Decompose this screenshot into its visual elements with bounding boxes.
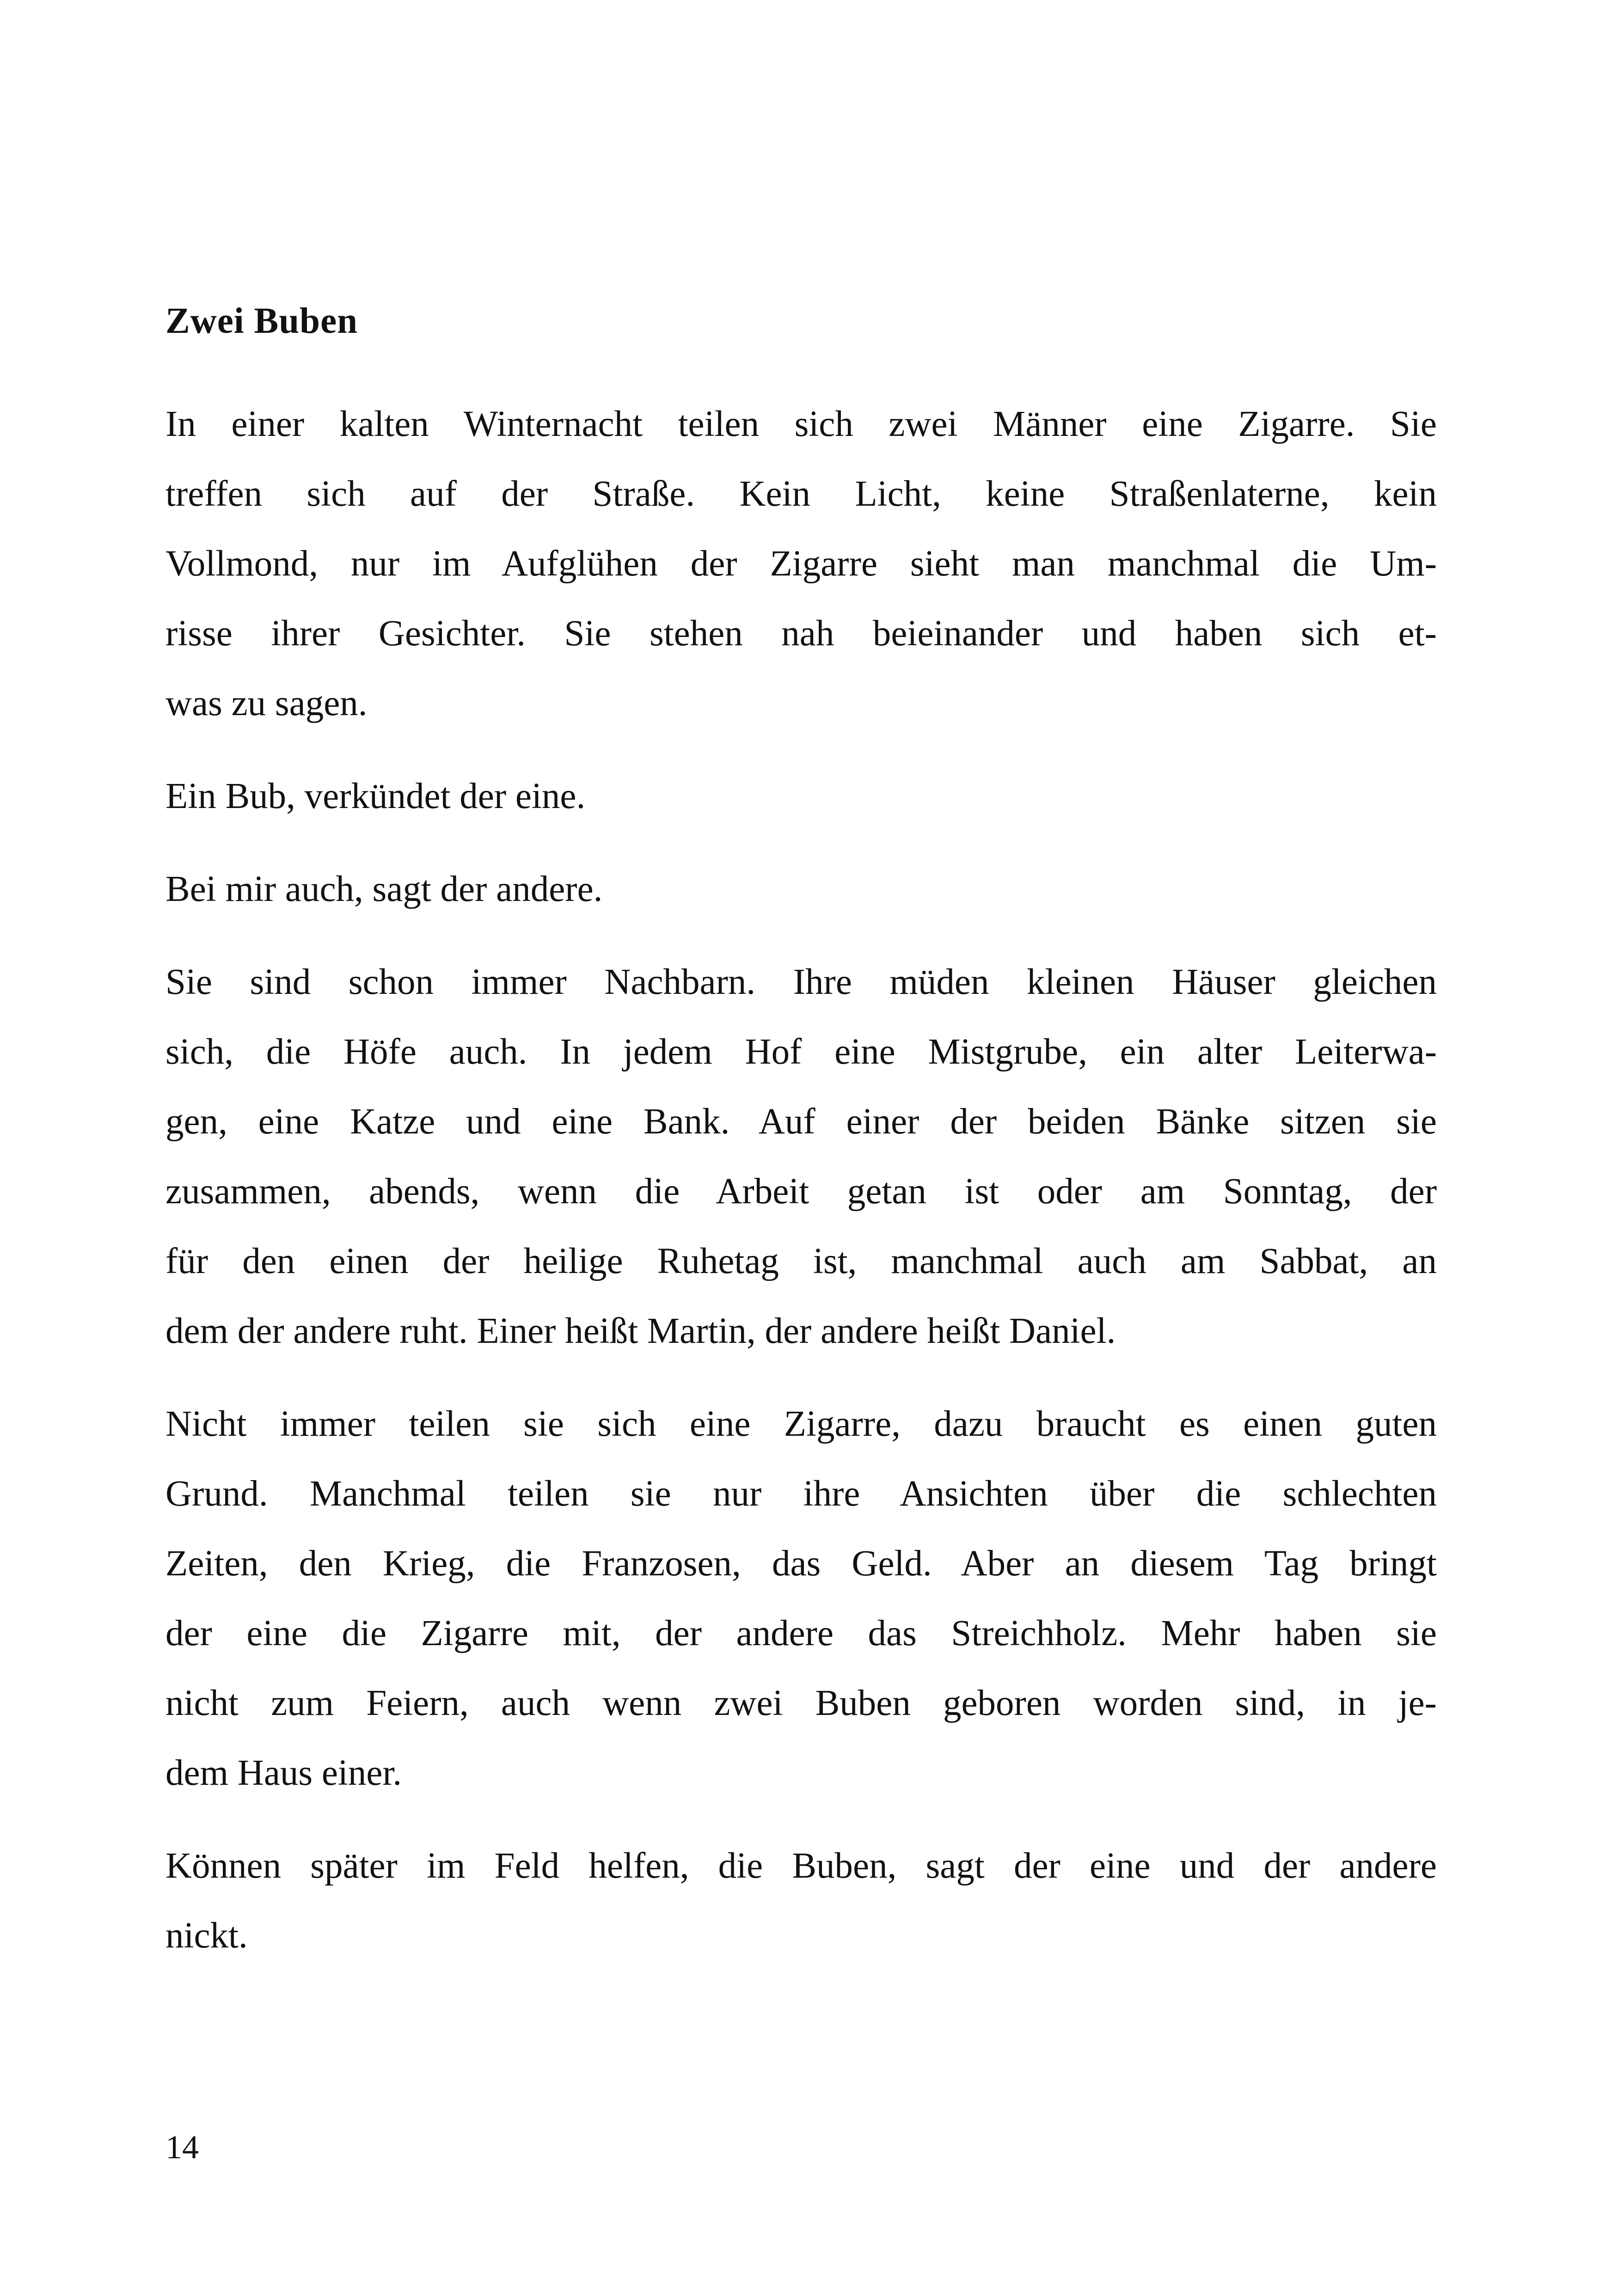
text-line: Vollmond, nur im Aufglühen der Zigarre sieht man manchmal die Um- <box>165 544 1437 584</box>
body-text <box>165 389 1437 1994</box>
text-line: In einer kalten Winternacht teilen sich zwei Männer eine Zigarre. Sie <box>165 404 1437 444</box>
text-line: Nicht immer teilen sie sich eine Zigarre, dazu braucht es einen guten <box>165 1404 1437 1444</box>
page-number: 14 <box>165 2129 199 2166</box>
paragraph <box>165 1389 1437 1808</box>
paragraph <box>165 1831 1437 1971</box>
paragraph <box>165 761 1437 831</box>
text-line: der eine die Zigarre mit, der andere das Streichholz. Mehr haben sie <box>165 1613 1437 1653</box>
text-line: treffen sich auf der Straße. Kein Licht, keine Straßenlaterne, kein <box>165 474 1437 514</box>
text-line: Ein Bub, verkündet der eine. <box>165 776 586 816</box>
paragraph <box>165 947 1437 1366</box>
paragraph <box>165 854 1437 924</box>
text-line: risse ihrer Gesichter. Sie stehen nah beieinander und haben sich et- <box>165 613 1437 654</box>
text-line: für den einen der heilige Ruhetag ist, manchmal auch am Sabbat, an <box>165 1241 1437 1281</box>
text-line: dem Haus einer. <box>165 1753 402 1793</box>
text-line: was zu sagen. <box>165 683 368 723</box>
text-line: nicht zum Feiern, auch wenn zwei Buben geboren worden sind, in je- <box>165 1683 1437 1723</box>
text-line: nickt. <box>165 1916 248 1956</box>
text-line: zusammen, abends, wenn die Arbeit getan ist oder am Sonntag, der <box>165 1171 1437 1212</box>
text-line: dem der andere ruht. Einer heißt Martin, der andere heißt Daniel. <box>165 1311 1116 1351</box>
text-line: gen, eine Katze und eine Bank. Auf einer der beiden Bänke sitzen sie <box>165 1102 1437 1142</box>
text-line: Zeiten, den Krieg, die Franzosen, das Geld. Aber an diesem Tag bringt <box>165 1543 1437 1584</box>
text-line: Können später im Feld helfen, die Buben, sagt der eine und der andere <box>165 1846 1437 1886</box>
text-line: Grund. Manchmal teilen sie nur ihre Ansichten über die schlechten <box>165 1474 1437 1514</box>
chapter-title: Zwei Buben <box>165 301 358 341</box>
text-line: sich, die Höfe auch. In jedem Hof eine Mistgrube, ein alter Leiterwa- <box>165 1032 1437 1072</box>
text-line: Sie sind schon immer Nachbarn. Ihre müden kleinen Häuser gleichen <box>165 962 1437 1002</box>
paragraph <box>165 389 1437 738</box>
text-line: Bei mir auch, sagt der andere. <box>165 869 603 909</box>
